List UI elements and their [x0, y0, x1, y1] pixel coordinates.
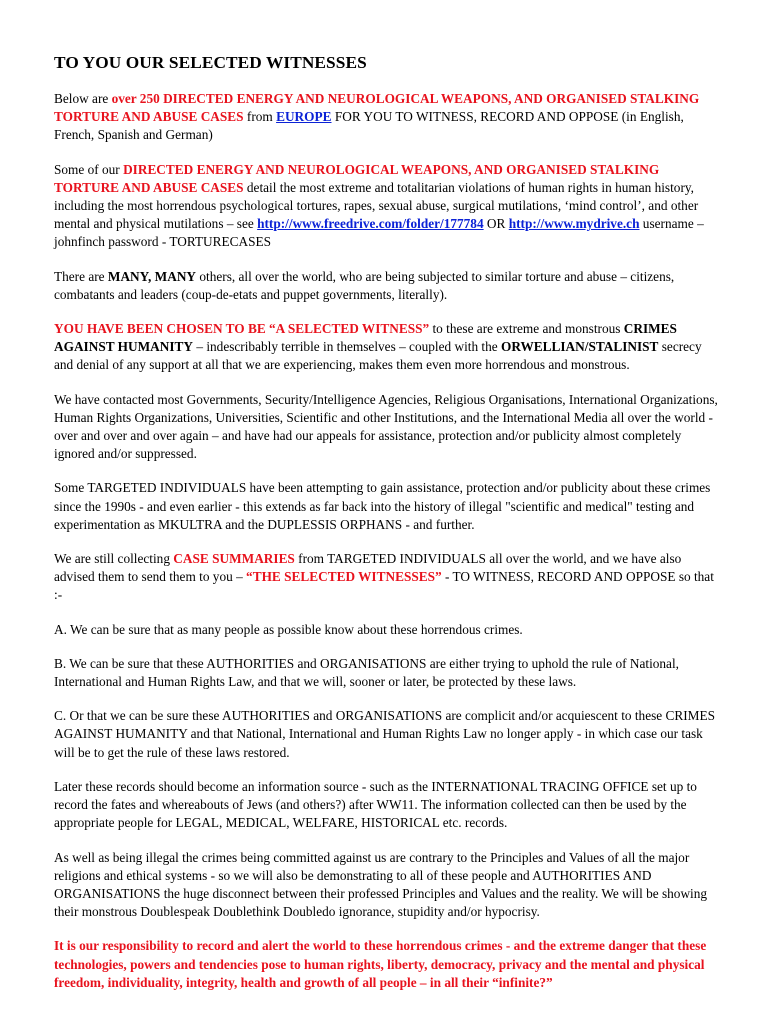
- paragraph-contacted: We have contacted most Governments, Security/Intelligence Agencies, Religious Organisations, International Organizations, Human Rights Organizations, Universities, Scientific and other Institutions, and the International Media all over the world - over and over and over again – and have had our appeals for assistance, protection and/or publicity almost completely ignored and/or suppressed.: [54, 391, 718, 462]
- highlight-text: CASE SUMMARIES: [173, 551, 295, 567]
- paragraph-selected-witness: [54, 320, 724, 375]
- highlight-text: DIRECTED ENERGY AND NEUROLOGICAL WEAPONS, AND ORGANISED STALKING TORTURE AND ABUSE CASES: [54, 161, 660, 195]
- text: secrecy and denial of any support at all that we are experiencing, makes them even more horrendous and monstrous.: [54, 339, 702, 373]
- paragraph-records: Later these records should become an information source - such as the INTERNATIONAL TRACING OFFICE set up to record the fates and whereabouts of Jews (and others?) after WW11. The information collected can then be used by the appropriate people for LEGAL, MEDICAL, WELFARE, HISTORICAL etc. records.: [54, 778, 697, 831]
- paragraph-point-b: B. We can be sure that these AUTHORITIES and ORGANISATIONS are either trying to uphold the rule of National, International and Human Rights Law, and that we will, sooner or later, be protected by these laws.: [54, 655, 679, 690]
- paragraph-others: [54, 268, 724, 304]
- text: to these are extreme and monstrous: [429, 321, 624, 337]
- paragraph-collecting: [54, 550, 724, 605]
- highlight-text: “THE SELECTED WITNESSES”: [246, 569, 442, 585]
- paragraph-illegal: As well as being illegal the crimes being committed against us are contrary to the Principles and Values of all the major religions and ethical systems - so we will also be demonstrating to all of these people and AUTHORITIES AND ORGANISATIONS the huge disconnect between their professed Principles and Values and the reality. We will be showing their monstrous Doublespeak Doublethink Doubledo ignorance, stupidity and/or hypocrisy.: [54, 849, 708, 920]
- paragraph-point-c: C. Or that we can be sure these AUTHORITIES and ORGANISATIONS are complicit and/or acquiescent to these CRIMES AGAINST HUMANITY and that National, International and Human Rights Law no longer apply - in which case our task will be to get the rule of these laws restored.: [54, 708, 716, 760]
- text: FOR YOU TO WITNESS, RECORD AND OPPOSE (in English, French, Spanish and German): [54, 109, 684, 143]
- europe-link[interactable]: EUROPE: [276, 109, 332, 125]
- paragraph-intro: [54, 90, 724, 145]
- text: from: [243, 109, 277, 125]
- highlight-text: over 250 DIRECTED ENERGY AND NEUROLOGICAL WEAPONS, AND ORGANISED STALKING TORTURE AND ABUSE CASES: [54, 91, 700, 125]
- document-title: TO YOU OUR SELECTED WITNESSES: [54, 53, 367, 72]
- highlight-text: YOU HAVE BEEN CHOSEN TO BE “A SELECTED WITNESS”: [54, 321, 430, 337]
- text: username – johnfinch password - TORTURECASES: [54, 216, 704, 250]
- text: - TO WITNESS, RECORD AND OPPOSE so that :-: [54, 569, 714, 603]
- text: There are: [54, 268, 108, 284]
- bold-text: ORWELLIAN/STALINIST: [501, 339, 659, 355]
- text: detail the most extreme and totalitarian violations of human rights in human history, including the most horrendous psychological tortures, rapes, sexual abuse, surgical mutilations, ‘mind control’, and other mental and physical mutilations – see: [54, 179, 699, 232]
- text: – indescribably terrible in themselves – coupled with the: [193, 339, 501, 355]
- text: We are still collecting: [54, 551, 174, 567]
- paragraph-targeted-individuals: Some TARGETED INDIVIDUALS have been attempting to gain assistance, protection and/or publicity about these crimes since the 1990s - and even earlier - this extends as far back into the history of illegal "scientific and medical" testing and experimentation as MKULTRA and the DUPLESSIS ORPHANS - and further.: [54, 480, 711, 532]
- mydrive-link[interactable]: http://www.mydrive.ch: [508, 216, 640, 232]
- text: OR: [483, 216, 509, 232]
- text: from TARGETED INDIVIDUALS all over the world, and we have also advised them to send them to you –: [54, 551, 682, 585]
- text: Below are: [54, 91, 112, 106]
- paragraph-responsibility: It is our responsibility to record and alert the world to these horrendous crimes - and the extreme danger that these technologies, powers and tendencies pose to human rights, liberty, democracy, privacy and the mental and physical freedom, individuality, integrity, health and growth of all people – in all their “infinite?”: [54, 938, 707, 990]
- paragraph-point-a: A. We can be sure that as many people as possible know about these horrendous crimes.: [54, 621, 523, 637]
- document-page: [54, 52, 724, 1008]
- text: others, all over the world, who are being subjected to similar torture and abuse – citizens, combatants and leaders (coup-de-etats and puppet governments, literally).: [54, 268, 675, 302]
- text: Some of our: [54, 161, 124, 177]
- paragraph-cases: [54, 161, 724, 252]
- freedrive-link[interactable]: http://www.freedrive.com/folder/177784: [257, 216, 484, 232]
- bold-text: CRIMES AGAINST HUMANITY: [54, 321, 677, 355]
- bold-text: MANY, MANY: [107, 268, 197, 284]
